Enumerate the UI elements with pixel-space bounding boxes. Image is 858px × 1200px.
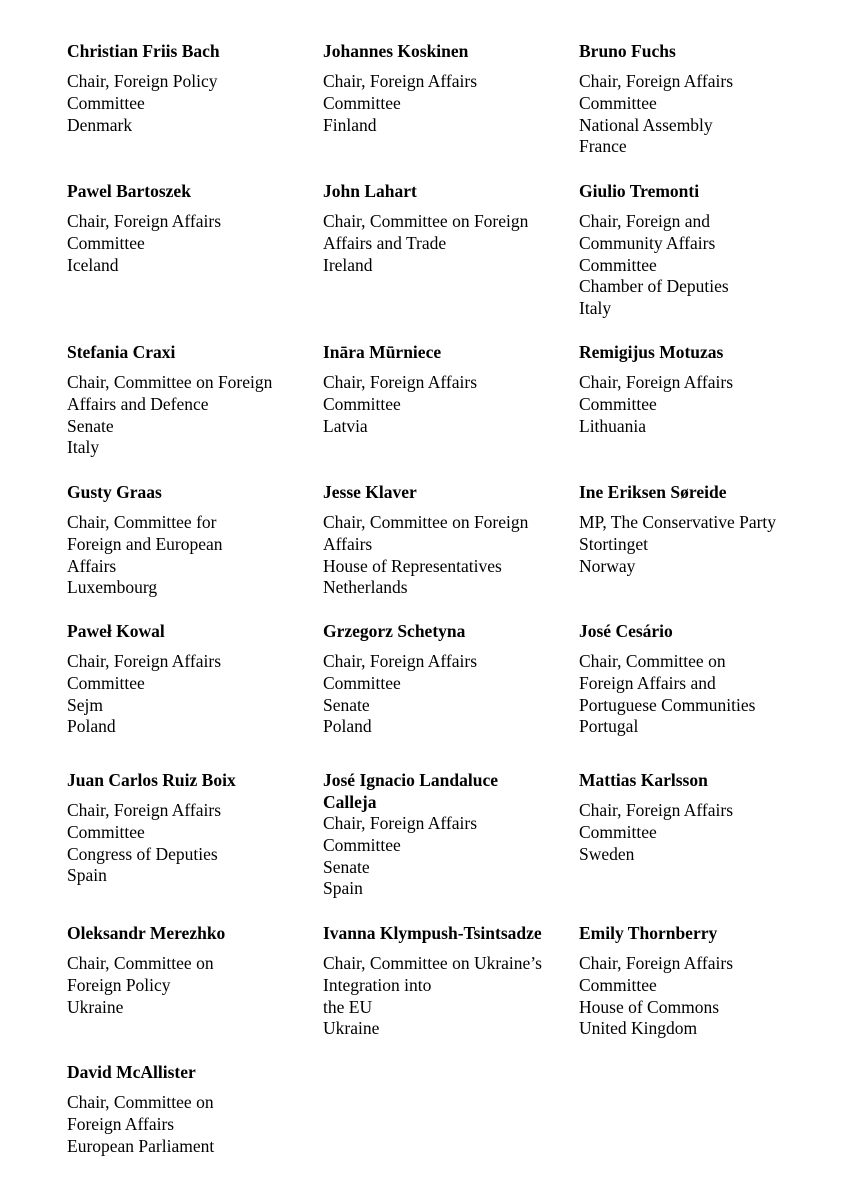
signatory-role: Foreign Policy	[67, 974, 171, 995]
signatory-country: United Kingdom	[579, 1018, 698, 1039]
signatory-role: Community Affairs	[579, 232, 716, 253]
signatory-entry	[67, 481, 312, 599]
signatory-role: Committee	[67, 92, 145, 113]
signatory-name: Ināra Mūrniece	[323, 342, 442, 362]
signatory-country: Netherlands	[323, 577, 408, 598]
signatory-name: Gusty Graas	[67, 482, 162, 502]
signatory-role: Chair, Foreign Affairs	[323, 813, 478, 833]
signatory-country: Italy	[579, 298, 612, 319]
signatory-role: Chair, Committee on	[67, 953, 214, 973]
signatory-role: Chair, Foreign Affairs	[67, 211, 222, 231]
signatory-country: Finland	[323, 114, 377, 135]
signatory-role: Committee	[67, 232, 145, 253]
signatory-country: Poland	[323, 716, 372, 737]
signatory-role: Affairs and Defence	[67, 393, 209, 414]
signatory-chamber: Sejm	[67, 694, 103, 715]
signatory-country: Norway	[579, 555, 636, 576]
signatory-entry	[579, 341, 824, 437]
signatory-chamber: Chamber of Deputies	[579, 276, 729, 297]
signatory-name: Johannes Koskinen	[323, 41, 469, 61]
signatory-role: Foreign and European	[67, 533, 223, 554]
signatory-role: Affairs	[323, 533, 373, 554]
signatory-role: Committee	[323, 834, 401, 855]
signatory-entry	[323, 769, 568, 900]
signatory-name: Ivanna Klympush-Tsintsadze	[323, 923, 542, 943]
signatory-role: Committee	[323, 672, 401, 693]
signatory-country: Latvia	[323, 415, 368, 436]
signatory-role: Chair, Committee for	[67, 512, 217, 532]
signatory-role: Chair, Foreign Affairs	[579, 372, 734, 392]
signatory-entry	[323, 40, 568, 136]
signatory-entry	[67, 40, 312, 136]
signatory-role: Chair, Committee on Foreign	[67, 372, 273, 392]
signatory-entry	[67, 1061, 312, 1157]
signatory-role: Chair, Foreign Affairs	[67, 800, 222, 820]
signatory-chamber: Congress of Deputies	[67, 843, 218, 864]
signatory-chamber: Senate	[323, 856, 370, 877]
signatory-chamber: National Assembly	[579, 114, 713, 135]
signatory-name: Jesse Klaver	[323, 482, 417, 502]
signatory-role: Chair, Committee on	[579, 651, 726, 671]
signatory-country: Sweden	[579, 843, 635, 864]
signatory-role: Committee	[579, 821, 657, 842]
signatory-name: Bruno Fuchs	[579, 41, 676, 61]
signatory-role: Chair, Foreign and	[579, 211, 711, 231]
signatory-role: Chair, Committee on Foreign	[323, 211, 529, 231]
signatory-name: José Cesário	[579, 621, 673, 641]
signatory-role: Affairs	[67, 555, 117, 576]
signatory-country: Portugal	[579, 716, 639, 737]
signatory-role: Chair, Foreign Affairs	[67, 651, 222, 671]
signatory-entry	[67, 620, 312, 738]
signatory-entry	[579, 180, 824, 320]
signatory-name: Juan Carlos Ruiz Boix	[67, 770, 236, 790]
signatory-role: MP, The Conservative Party	[579, 512, 777, 532]
signatory-name: Mattias Karlsson	[579, 770, 708, 790]
signatory-entry	[67, 922, 312, 1018]
signatory-country: Italy	[67, 437, 100, 458]
signatory-name: Paweł Kowal	[67, 621, 165, 641]
signatory-role: Committee	[579, 393, 657, 414]
signatory-role: Committee	[579, 92, 657, 113]
signatory-entry	[323, 180, 568, 276]
signatory-name: Stefania Craxi	[67, 342, 176, 362]
signatory-role: Chair, Committee on Foreign	[323, 512, 529, 532]
signatory-chamber: Senate	[323, 694, 370, 715]
signatory-role: Chair, Foreign Affairs	[323, 651, 478, 671]
signatory-name: José Ignacio Landaluce Calleja	[323, 770, 499, 812]
signatory-role: Chair, Foreign Affairs	[323, 71, 478, 91]
signatory-country: Poland	[67, 716, 116, 737]
signatory-chamber: European Parliament	[67, 1135, 215, 1156]
signatory-role: Affairs and Trade	[323, 232, 447, 253]
signatory-role: the EU	[323, 996, 373, 1017]
signatory-entry	[579, 620, 824, 738]
signatory-role: Committee	[67, 821, 145, 842]
signatory-role: Committee	[67, 672, 145, 693]
signatory-entry	[579, 922, 824, 1040]
signatory-role: Chair, Committee on	[67, 1092, 214, 1112]
signatory-role: Chair, Foreign Affairs	[323, 372, 478, 392]
signatory-name: Emily Thornberry	[579, 923, 718, 943]
signatory-country: Iceland	[67, 254, 119, 275]
signatory-role: Portuguese Communities	[579, 694, 756, 715]
signatory-country: France	[579, 136, 627, 157]
signatory-role: Chair, Foreign Affairs	[579, 71, 734, 91]
signatory-entry	[579, 40, 824, 158]
signatory-name: Christian Friis Bach	[67, 41, 220, 61]
signatory-entry	[67, 180, 312, 276]
signatory-name: Remigijus Motuzas	[579, 342, 724, 362]
signatory-role: Foreign Affairs and	[579, 672, 716, 693]
signatory-country: Denmark	[67, 114, 133, 135]
signatory-country: Ireland	[323, 254, 373, 275]
signatory-country: Lithuania	[579, 415, 647, 436]
signatory-entry	[67, 769, 312, 887]
signatory-entry	[323, 620, 568, 738]
signatory-role: Committee	[323, 92, 401, 113]
signatory-name: Giulio Tremonti	[579, 181, 700, 201]
signatory-entry	[323, 341, 568, 437]
signatory-role: Committee	[323, 393, 401, 414]
signatory-role: Committee	[579, 974, 657, 995]
signatory-entry	[579, 769, 824, 865]
signatory-country: Spain	[67, 865, 107, 886]
signatory-role: Integration into	[323, 974, 432, 995]
signatory-chamber: House of Representatives	[323, 555, 502, 576]
signatory-chamber: House of Commons	[579, 996, 719, 1017]
signatory-entry	[579, 481, 824, 577]
signatory-country: Spain	[323, 878, 363, 899]
signatory-name: Ine Eriksen Søreide	[579, 482, 727, 502]
signatory-name: David McAllister	[67, 1062, 196, 1082]
signatory-chamber: Stortinget	[579, 533, 649, 554]
signatory-entry	[67, 341, 312, 459]
signatory-role: Chair, Foreign Affairs	[579, 953, 734, 973]
signatory-country: Ukraine	[323, 1018, 380, 1039]
signatory-name: Oleksandr Merezhko	[67, 923, 226, 943]
signatory-chamber: Senate	[67, 415, 114, 436]
signatory-country: Ukraine	[67, 996, 124, 1017]
signatory-name: John Lahart	[323, 181, 417, 201]
signatory-entry	[323, 481, 568, 599]
signatory-name: Pawel Bartoszek	[67, 181, 191, 201]
signatory-country: Luxembourg	[67, 577, 158, 598]
signatory-role: Committee	[579, 254, 657, 275]
signatory-name: Grzegorz Schetyna	[323, 621, 466, 641]
signatory-role: Chair, Committee on Ukraine’s	[323, 953, 542, 973]
signatory-role: Foreign Affairs	[67, 1113, 175, 1134]
signatory-entry	[323, 922, 568, 1040]
signatory-role: Chair, Foreign Policy	[67, 71, 218, 91]
signatory-role: Chair, Foreign Affairs	[579, 800, 734, 820]
